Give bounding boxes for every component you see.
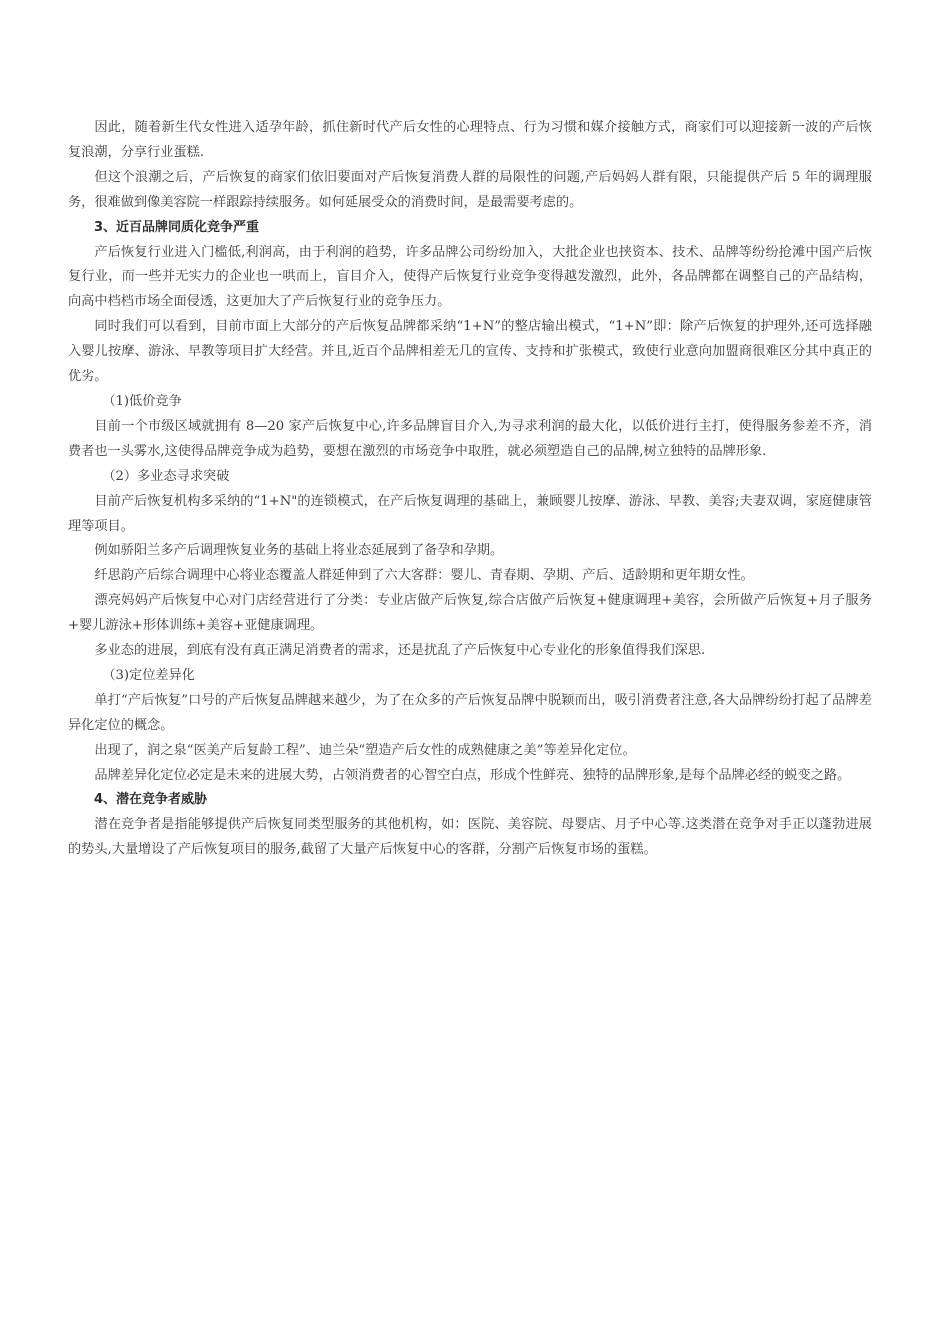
section-heading: 4、潜在竞争者威胁	[94, 792, 208, 808]
subsection-heading: （1)低价竞争	[102, 393, 182, 409]
paragraph: 目前产后恢复机构多采纳的“1+N"的连锁模式，在产后恢复调理的基础上，兼顾婴儿按摩、游泳、早教、美容;夫妻双调，家庭健康管理等项目。	[68, 493, 872, 534]
paragraph: 漂亮妈妈产后恢复中心对门店经营进行了分类：专业店做产后恢复,综合店做产后恢复+健康调理+美容，会所做产后恢复+月子服务+婴儿游泳+形体训练+美容+亚健康调理。	[68, 593, 872, 634]
paragraph: 因此，随着新生代女性进入适孕年龄，抓住新时代产后女性的心理特点、行为习惯和媒介接触方式，商家们可以迎接新一波的产后恢复浪潮，分享行业蛋糕.	[68, 120, 872, 160]
paragraph: 单打“产后恢复”口号的产后恢复品牌越来越少，为了在众多的产后恢复品牌中脱颖而出，吸引消费者注意,各大品牌纷纷打起了品牌差异化定位的概念。	[68, 692, 872, 733]
section-heading: 3、近百品牌同质化竞争严重	[94, 219, 260, 235]
subsection-heading: （2）多业态寻求突破	[102, 468, 230, 484]
subsection-heading: （3)定位差异化	[102, 667, 195, 683]
paragraph: 潜在竞争者是指能够提供产后恢复同类型服务的其他机构，如：医院、美容院、母婴店、月子中心等.这类潜在竞争对手正以蓬勃进展的势头,大量增设了产后恢复项目的服务,截留了大量产后恢复中心的客群，分割产后恢复市场的蛋糕。	[68, 817, 872, 858]
paragraph: 但这个浪潮之后，产后恢复的商家们依旧要面对产后恢复消费人群的局限性的问题,产后妈妈人群有限，只能提供产后 5 年的调理服务，很难做到像美容院一样跟踪持续服务。如何延展受众的消费时间，是最需要考虑的。	[68, 169, 872, 210]
paragraph: 纤思韵产后综合调理中心将业态覆盖人群延伸到了六大客群：婴儿、青春期、孕期、产后、适龄期和更年期女性。	[94, 568, 754, 584]
paragraph: 例如骄阳兰多产后调理恢复业务的基础上将业态延展到了备孕和孕期。	[94, 543, 504, 559]
paragraph: 目前一个市级区域就拥有 8—20 家产后恢复中心,许多品牌盲目介入,为寻求利润的最大化，以低价进行主打，使得服务参差不齐，消费者也一头雾水,这使得品牌竞争成为趋势，要想在激烈的市场竞争中取胜，就必须塑造自己的品牌,树立独特的品牌形象.	[68, 418, 872, 459]
paragraph: 品牌差异化定位必定是未来的进展大势，占领消费者的心智空白点，形成个性鲜亮、独特的品牌形象,是每个品牌必经的蜕变之路。	[94, 767, 851, 783]
paragraph: 出现了，润之泉“医美产后复龄工程”、迪兰朵“塑造产后女性的成熟健康之美”等差异化定位。	[94, 742, 636, 758]
document-body	[68, 116, 872, 863]
paragraph: 产后恢复行业进入门槛低,利润高，由于利润的趋势，许多品牌公司纷纷加入，大批企业也挟资本、技术、品牌等纷纷抢滩中国产后恢复行业，而一些并无实力的企业也一哄而上，盲目介入，使得产后恢复行业竞争变得越发激烈，此外，各品牌都在调整自己的产品结构，向高中档档市场全面侵透，这更加大了产后恢复行业的竞争压力。	[68, 244, 872, 310]
paragraph: 多业态的进展，到底有没有真正满足消费者的需求，还是扰乱了产后恢复中心专业化的形象值得我们深思.	[94, 643, 706, 659]
paragraph: 同时我们可以看到，目前市面上大部分的产后恢复品牌都采纳“1+N”的整店输出模式，“1+N”即：除产后恢复的护理外,还可选择融入婴儿按摩、游泳、早教等项目扩大经营。并且,近百个品牌相差无几的宣传、支持和扩张模式，致使行业意向加盟商很难区分其中真正的优劣。	[68, 319, 872, 385]
